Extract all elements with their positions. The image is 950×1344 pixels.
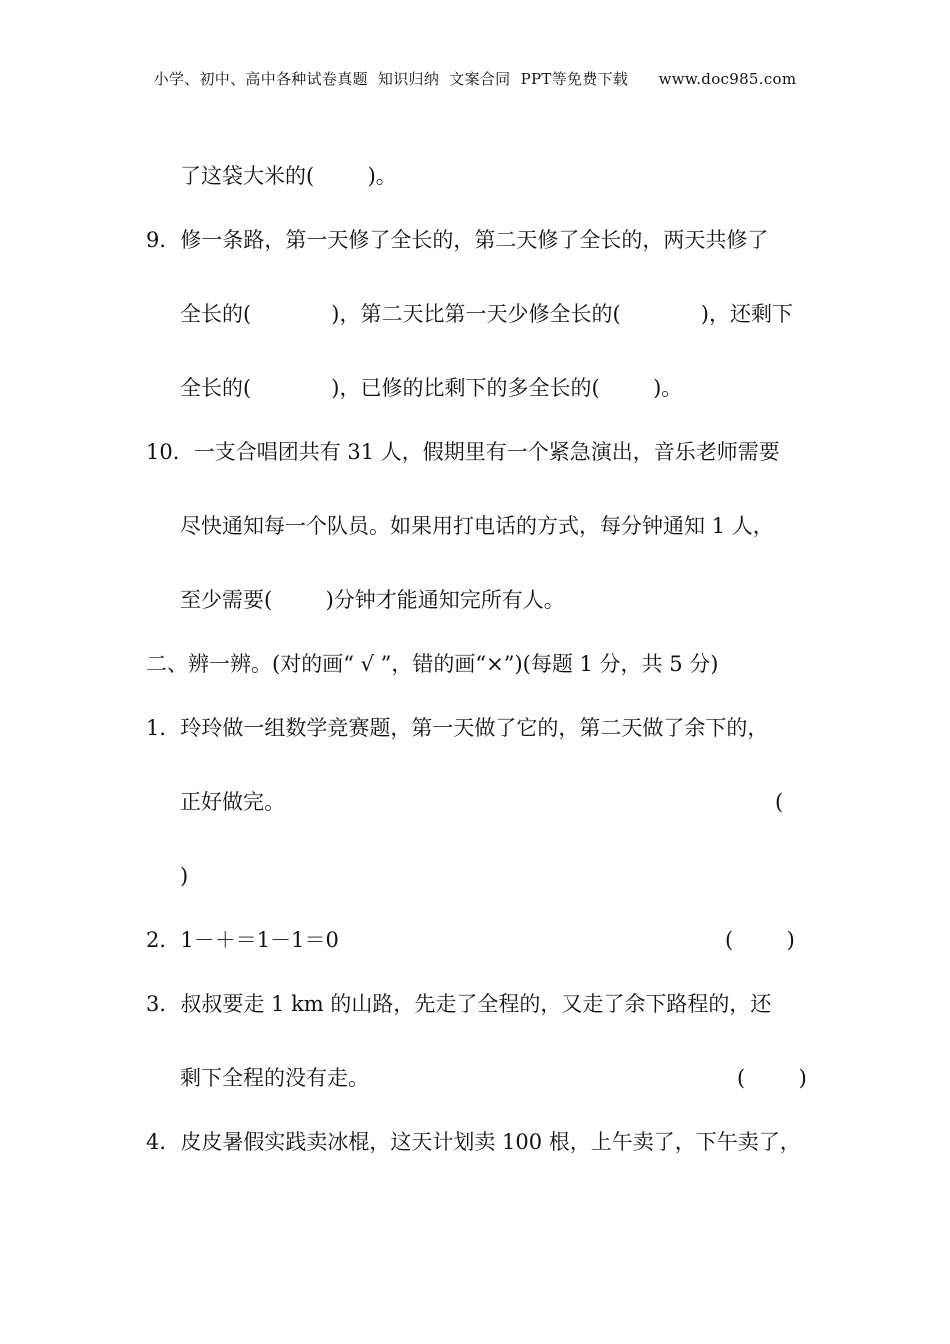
q9-line3: 全长的( )，已修的比剩下的多全长的( )。	[180, 376, 683, 400]
s2-q3-bracket: ( )	[737, 1066, 807, 1090]
q8-continuation: 了这袋大米的( )。	[180, 164, 397, 188]
q10-line1: 10．一支合唱团共有 31 人，假期里有一个紧急演出，音乐老师需要	[146, 440, 780, 464]
section2-heading: 二、辨一辨。(对的画“ √ ”，错的画“×”)(每题 1 分，共 5 分)	[146, 652, 719, 676]
s2-q2-text: 2．1－＋＝1－1＝0	[146, 928, 339, 952]
q9-line1: 9．修一条路，第一天修了全长的，第二天修了全长的，两天共修了	[146, 228, 769, 252]
s2-q1-line1: 1．玲玲做一组数学竞赛题，第一天做了它的，第二天做了余下的，	[146, 716, 769, 740]
q10-line3: 至少需要( )分钟才能通知完所有人。	[180, 588, 565, 612]
site-header: 小学、初中、高中各种试卷真题 知识归纳 文案合同 PPT等免费下载 www.doc985.com	[153, 70, 797, 88]
s2-q3-line2: 剩下全程的没有走。	[180, 1066, 369, 1090]
q9-line2: 全长的( )，第二天比第一天少修全长的( )，还剩下	[180, 302, 793, 326]
s2-q1-bracket-open: (	[775, 790, 784, 814]
s2-q3-line1: 3．叔叔要走 1 km 的山路，先走了全程的，又走了余下路程的，还	[146, 992, 772, 1016]
s2-q2-bracket: ( )	[725, 928, 795, 952]
s2-q1-line2: 正好做完。	[180, 790, 285, 814]
s2-q1-bracket-close: )	[180, 864, 189, 888]
s2-q4-line1: 4．皮皮暑假实践卖冰棍，这天计划卖 100 根，上午卖了，下午卖了，	[146, 1130, 801, 1154]
q10-line2: 尽快通知每一个队员。如果用打电话的方式，每分钟通知 1 人，	[180, 514, 774, 538]
